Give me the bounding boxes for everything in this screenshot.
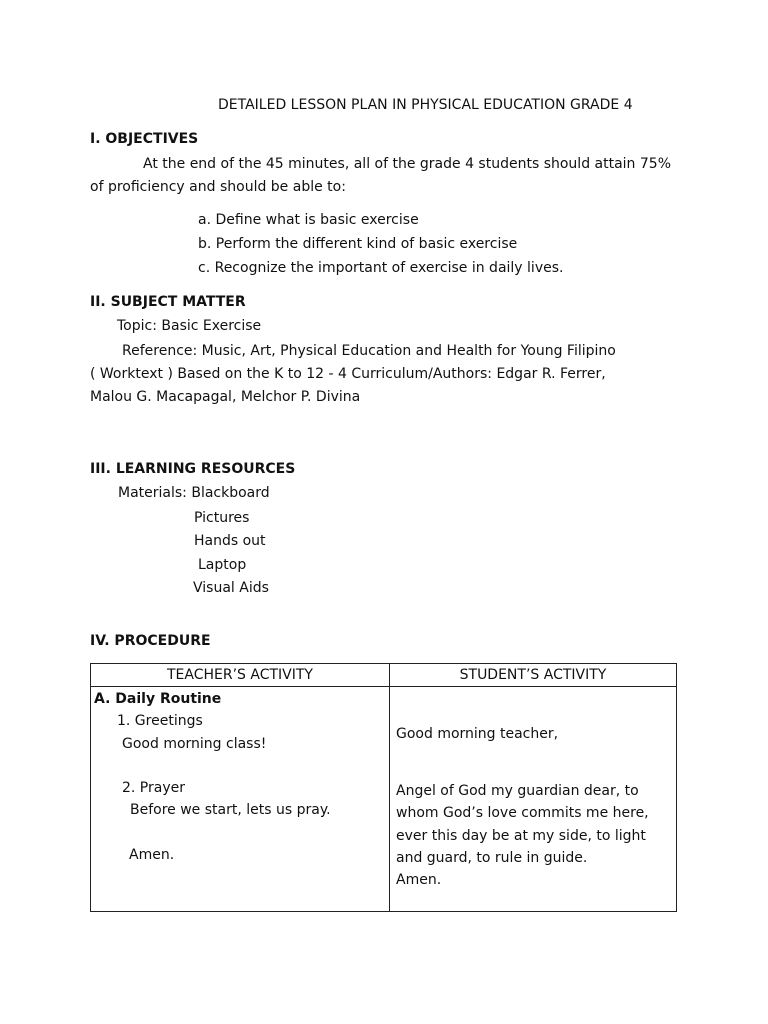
student-prayer-line: whom God’s love commits me here,	[396, 805, 649, 821]
materials-label: Materials: Blackboard	[118, 485, 270, 501]
prayer-text: Before we start, lets us pray.	[130, 802, 331, 818]
material-item: Visual Aids	[193, 580, 269, 596]
student-greeting-reply: Good morning teacher,	[396, 726, 559, 742]
student-amen: Amen.	[396, 872, 442, 888]
subject-matter-reference-line-1: Reference: Music, Art, Physical Education and Health for Young Filipino	[122, 343, 616, 359]
objectives-heading: I. OBJECTIVES	[90, 131, 199, 147]
teacher-activity-header: TEACHER’S ACTIVITY	[167, 667, 313, 683]
student-activity-header: STUDENT’S ACTIVITY	[459, 667, 607, 683]
subject-matter-heading: II. SUBJECT MATTER	[90, 294, 246, 310]
greetings-text: Good morning class!	[122, 736, 267, 752]
objective-item-a: a. Define what is basic exercise	[198, 212, 419, 228]
objectives-intro-line-1: At the end of the 45 minutes, all of the grade 4 students should attain 75%	[143, 156, 671, 172]
procedure-table	[90, 663, 677, 912]
daily-routine-heading: A. Daily Routine	[94, 691, 222, 707]
teacher-amen: Amen.	[129, 847, 175, 863]
objective-item-c: c. Recognize the important of exercise in daily lives.	[198, 260, 564, 276]
objective-item-b: b. Perform the different kind of basic exercise	[198, 236, 518, 252]
prayer-label: 2. Prayer	[122, 780, 185, 796]
learning-resources-heading: III. LEARNING RESOURCES	[90, 461, 296, 477]
material-item: Pictures	[194, 510, 250, 526]
material-item: Hands out	[194, 533, 266, 549]
subject-matter-reference-line-3: Malou G. Macapagal, Melchor P. Divina	[90, 389, 361, 405]
student-prayer-line: and guard, to rule in guide.	[396, 850, 588, 866]
student-prayer-line: ever this day be at my side, to light	[396, 828, 646, 844]
greetings-label: 1. Greetings	[117, 713, 203, 729]
table-column-divider	[389, 664, 390, 911]
student-prayer-line: Angel of God my guardian dear, to	[396, 783, 639, 799]
objectives-intro-line-2: of proficiency and should be able to:	[90, 179, 346, 195]
subject-matter-topic: Topic: Basic Exercise	[117, 318, 262, 334]
material-item: Laptop	[198, 557, 247, 573]
procedure-heading: IV. PROCEDURE	[90, 633, 211, 649]
document-title: DETAILED LESSON PLAN IN PHYSICAL EDUCATION GRADE 4	[218, 97, 633, 113]
table-header-divider	[91, 686, 676, 687]
subject-matter-reference-line-2: ( Worktext ) Based on the K to 12 - 4 Curriculum/Authors: Edgar R. Ferrer,	[90, 366, 606, 382]
